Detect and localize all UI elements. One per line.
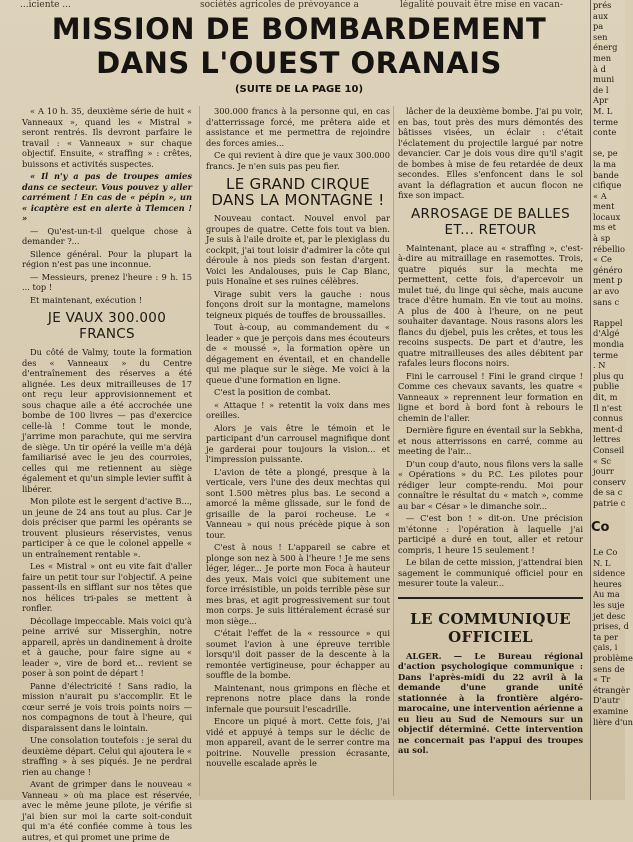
fragment-line: D'autr (593, 695, 620, 706)
fragment-line: muni (593, 74, 615, 85)
fragment-line: heures (593, 578, 622, 589)
fragment-line: ment-d (593, 423, 623, 434)
fragment-line: de sa c (593, 487, 623, 498)
fragment-line: d'Algé (593, 328, 620, 339)
paragraph: C'est la position de combat. (214, 387, 331, 397)
fragment-line: se, pe (593, 148, 618, 159)
column-divider (199, 106, 200, 796)
paragraph: « Il n'y a pas de troupes amies dans ce secteur. Vous pouvez y aller carrément ! En cas de « pépin », un « icaptère est en alerte à Tlemcen ! » (22, 171, 192, 223)
fragment-line: étrangèr (593, 684, 630, 695)
paragraph: D'un coup d'auto, nous filons vers la salle « Opérations » du P.C. Les pilotes pour rédiger leur compte-rendu. Moi pour connaître le résultat du « match », comme au bar « César » le dimanche soir... (398, 458, 583, 511)
communique-text: ALGER. — Le Bureau régional d'action psychologique communique : Dans l'après-midi du 22 avril à la demande d'une grande unité stationnée à la frontière algéro-marocaine, une intervention aérienne a eu lieu au Sud de Nemours sur un objectif déterminé. Cette intervention ne concernait pas l'appui des troupes au sol. (398, 650, 583, 755)
communique-heading: LE COMMUNIQUE OFFICIEL (410, 609, 571, 646)
fragment-line: énerg (593, 42, 618, 53)
fragment-line: rébellio (593, 243, 626, 254)
article-column-3 (398, 106, 583, 796)
paragraph: Décollage impeccable. Mais voici qu'à peine arrivé sur Misserghin, notre appareil, après un dandinement à droite et à gauche, pour faire signe au « leader », vire de bord et... revient se poser à son point de départ ! (22, 615, 192, 678)
fragment-line: à sp (593, 233, 611, 244)
fragment-line: jet desc (593, 610, 626, 621)
paragraph: Du côté de Valmy, toute la formation des « Vanneaux » du Centre d'entraînement des réserves a été alignée. Les deux mitrailleuses de 17 ont reçu leur approvisionnement et sous chaque aile a été accrochée une bombe de 100 livres — pas d'exercice celle-là ! Comme tout le monde, j'arrime mon parachute, qui me servira de siège. Un tir opéré la veille m'a déjà familiarisé avec le jeu des courroies, celles qui me retiennent au siège également et qu'un simple levier suffit à libérer. (22, 347, 192, 494)
paragraph: — C'est bon ! » dit-on. Une précision m'étonne : l'opération à laquelle j'ai participé a duré en tout, aller et retour compris, 1 heure 15 seulement ! (398, 513, 583, 555)
fragment-line: patrie c (593, 497, 626, 508)
fragment-line: prés (593, 0, 612, 10)
fragment-heading: Co (591, 519, 610, 535)
fragment-line: conte (593, 127, 617, 138)
paragraph: Fini le carrousel ! Fini le grand cirque ! Comme ces chevaux savants, les quatre « Vanneaux » reprennent leur formation en ligne et bord à bord font à rebours le chemin de l'aller. (398, 370, 583, 423)
paragraph: Maintenant, place au « straffing », c'est-à-dire au mitraillage en rasemottes. Trois, quatre piqués sur la mechta me permettent, cette fois, d'apercevoir un mulet tué, du linge qui sèche, mais aucune trace d'être humain. En vie tout au moins. A plus de 400 à l'heure, on ne peut souhaiter davantage. Nous rasons alors les flancs du djebel, puis les crêtes, et tous les recoins suspects. De part et d'autre, les quatre mitrailleuses des ailes débitent par rafales leurs flocons noirs. (398, 242, 583, 368)
fragment-line: bande (593, 169, 619, 180)
section-heading: LE GRAND CIRQUE DANS LA MONTAGNE ! (211, 175, 385, 209)
fragment-line: terme (593, 349, 618, 360)
paragraph: Encore un piqué à mort. Cette fois, j'ai vidé et appuyé à temps sur le déclic de mon appareil, avant de le serrer contre ma poitrine. Nouvelle pression écrasante, nouvelle escalade après le (206, 716, 390, 768)
fragment-line: dit, m (593, 391, 618, 402)
paragraph: Les « Mistral » ont eu vite fait d'aller faire un petit tour sur l'objectif. A peine passent-ils en sifflant sur nos têtes que nos hélices tri-pales se mettent à ronfler. (22, 561, 192, 613)
paragraph: — Messieurs, prenez l'heure : 9 h. 15 ... top ! (22, 271, 192, 292)
fragment-line: lettres (593, 434, 621, 445)
top-middle-fragment: sociétés agricoles de prévoyance a (200, 0, 359, 10)
fragment-line: N. L (593, 557, 611, 568)
fragment-line: prises, d (593, 621, 629, 632)
paragraph: Et maintenant, exécution ! (30, 294, 143, 305)
fragment-line: conserv (593, 476, 626, 487)
fragment-line (591, 138, 626, 149)
fragment-line: jourr (593, 466, 614, 477)
fragment-line: çais, i (593, 642, 618, 653)
paragraph: 300.000 francs à la personne qui, en cas d'atterrissage forcé, me prêtera aide et assistance et me permettra de rejoindre des forces amies... (206, 106, 390, 148)
paragraph: C'est à nous ! L'appareil se cabre et plonge son nez à 500 à l'heure ! Je me sens léger, léger... Je porte mon Foca à hauteur des yeux. Mais voici que subitement une force irrésistible, un poids terrible pèse sur mes bras, et agit progressivement sur tout mon corps. Je suis littéralement écrasé sur mon siège... (206, 542, 390, 626)
fragment-line: à d (593, 63, 606, 74)
paragraph: Nouveau contact. Nouvel envol par groupes de quatre. Cette fois tout va bien. Je suis à l'aile droite et, par le plexiglass du cockpit, j'ai tout loisir d'admirer la côte qui déroule à nos pieds son festan d'argent. Voici les Andalouses, puis le Cap Blanc, puis Honaïne et ses ruines célèbres. (206, 213, 390, 286)
fragment-line: sens de (593, 663, 625, 674)
fragment-line: M. L (593, 105, 613, 116)
fragment-line: généro (593, 264, 623, 275)
fragment-line: sen (593, 31, 608, 42)
fragment-line: men (593, 52, 612, 63)
headline-subtitle: (SUITE DE LA PAGE 10) (234, 84, 364, 95)
fragment-line: Apr (593, 95, 609, 106)
paragraph: lâcher de la deuxième bombe. J'ai pu voir, en bas, tout près des murs démontés des bâtisses visées, un éclair : c'était l'éclatement du projectile largué par notre devancier. Car je dois vous dire qu'il s'agit de bombes à mise de feu retardée de deux secondes. Elles s'enfoncent dans le sol avant la déflagration et aucun flocon ne fixe son impact. (398, 106, 583, 200)
headline-line-1: MISSION DE BOMBARDEMENT (51, 12, 547, 46)
fragment-line: terme (593, 116, 618, 127)
fragment-line: la ma (593, 158, 617, 169)
paragraph: Maintenant, nous grimpons en flèche et reprenons notre place dans la ronde infernale que poursuit l'escadrille. (206, 682, 390, 714)
paragraph: Alors je vais être le témoin et le participant d'un carrousel magnifique dont je garderai pour toujours la vision... et l'impression puissante. (206, 422, 390, 464)
top-right-fragment: légalité pouvait être mise en vacan- (400, 0, 564, 10)
top-left-fragment: ...iciente ... (20, 0, 71, 10)
paragraph: « A 10 h. 35, deuxième série de huit « Vanneaux », quand les « Mistral » seront rentrés. Ils devront parfaire le travail : « Vanneaux » sur chaque objectif. Ensuite, « straffing » : crêtes, buissons et activités suspectes. (22, 106, 192, 169)
fragment-line: « Tr (593, 674, 611, 685)
fragment-line: examine (593, 706, 629, 716)
fragment-line: publie (593, 381, 620, 392)
fragment-line: ms et (593, 222, 617, 233)
fragment-line: locaux (593, 211, 621, 222)
fragment-line: les suje (593, 600, 625, 611)
fragment-line: cifique (593, 180, 622, 191)
section-heading: JE VAUX 300.000 FRANCS (47, 310, 167, 342)
fragment-line: aux (593, 10, 608, 21)
paragraph: Virage subit vers la gauche : nous fonçons droit sur la montagne, mamelons teigneux piqués de touffes de broussailles. (206, 288, 390, 320)
fragment-line: lière d'un (593, 716, 633, 727)
paragraph: Ce qui revient à dire que je vaux 300.000 francs. Je n'en suis pas peu fier. (206, 150, 390, 171)
paragraph: Panne d'électricité ! Sans radio, la mission n'aurait pu s'accomplir. Et le cœur serré je vois trois points noirs — nos compagnons de tout à l'heure, qui disparaissent dans le lointain. (22, 680, 192, 733)
paragraph: Avant de grimper dans le nouveau « Vanneau » où ma place est réservée, avec le même jeune pilote, je vérifie si j'ai bien sur moi la carte soit-conduit qui m'a été confiée comme à tous les autres, et qui promet une prime de (22, 779, 192, 842)
fragment-line: . N (593, 360, 606, 371)
fragment-line: plus qu (593, 370, 624, 381)
fragment-line: de l (593, 84, 609, 95)
fragment-line: ar avo (593, 286, 620, 297)
fragment-line (591, 307, 626, 318)
fragment-line: sidence (593, 568, 626, 579)
section-heading: ARROSAGE DE BALLES ET... RETOUR (411, 205, 570, 238)
fragment-line: Rappel (593, 317, 623, 328)
fragment-line: ment (593, 201, 615, 212)
fragment-line: ment p (593, 275, 623, 286)
headline-block (14, 12, 584, 95)
fragment-line: « Sc (593, 455, 612, 466)
fragment-line: Conseil (593, 444, 625, 455)
article-column-1 (22, 106, 192, 842)
fragment-line: ta per (593, 631, 619, 642)
fragment-line: sans c (593, 296, 620, 307)
fragment-line: « A (593, 190, 607, 201)
headline-line-2: DANS L'OUEST ORANAIS (96, 46, 502, 80)
fragment-line: Il n'est (593, 402, 622, 413)
fragment-line: pa (593, 21, 604, 32)
adjacent-article-fragment (590, 0, 633, 800)
paragraph: Silence général. Pour la plupart la région n'est pas une inconnue. (22, 248, 192, 269)
communique-box (398, 597, 583, 756)
paragraph: « Attaque ! » retentit la voix dans mes oreilles. (206, 399, 390, 420)
paragraph: — Qu'est-un-t-il quelque chose à demander ?... (22, 225, 192, 246)
paragraph: Une consolation toutefois : je serai du deuxième départ. Celui qui ajoutera le « straffing » à ses piqués. Je ne perdrai rien au change ! (22, 735, 192, 777)
article-column-2 (206, 106, 390, 796)
fragment-line: « Ce (593, 254, 612, 265)
fragment-line: problème (593, 653, 633, 664)
fragment-line: connus (593, 413, 623, 424)
column-divider (393, 106, 394, 796)
fragment-line: Le Co (593, 547, 618, 558)
fragment-line: Au ma (593, 589, 620, 600)
paragraph: Dernière figure en éventail sur la Sebkha, et nous atterrissons en carré, comme au meeting de l'air... (398, 425, 583, 456)
paragraph: Tout à-coup, au commandement du « leader » que je perçois dans mes écouteurs de « moussé », la formation opère un dégagement en éventail, et en chandelle qui me plaque sur le siège. Me voici à la queue d'une formation en ligne. (206, 322, 390, 385)
fragment-line: mondia (593, 339, 625, 349)
paragraph: L'avion de tête a plongé, presque à la verticale, vers l'une des deux mechtas qui sont 1.500 mètres plus bas. Le second a amorcé la même glissade, sur le fond de grisaille de la paroi rocheuse. Le « Vanneau » qui nous précède pique à son tour. (206, 466, 390, 540)
paragraph: Mon pilote est le sergent d'active B..., un jeune de 24 ans tout au plus. Car je dois préciser que parmi les opérants se trouvent plusieurs réservistes, venus participer à ce que le colonel appelle « un entraînement rentable ». (22, 496, 192, 559)
paragraph: Le bilan de cette mission, j'attendrai bien sagement le communiqué officiel pour en mesurer toute la valeur... (398, 557, 583, 588)
paragraph: C'était l'effet de la « ressource » qui soumet l'avion à une épreuve terrible lorsqu'il doit passer de la descente à la remontée vertigineuse, pour échapper au souffle de la bombe. (206, 628, 390, 680)
